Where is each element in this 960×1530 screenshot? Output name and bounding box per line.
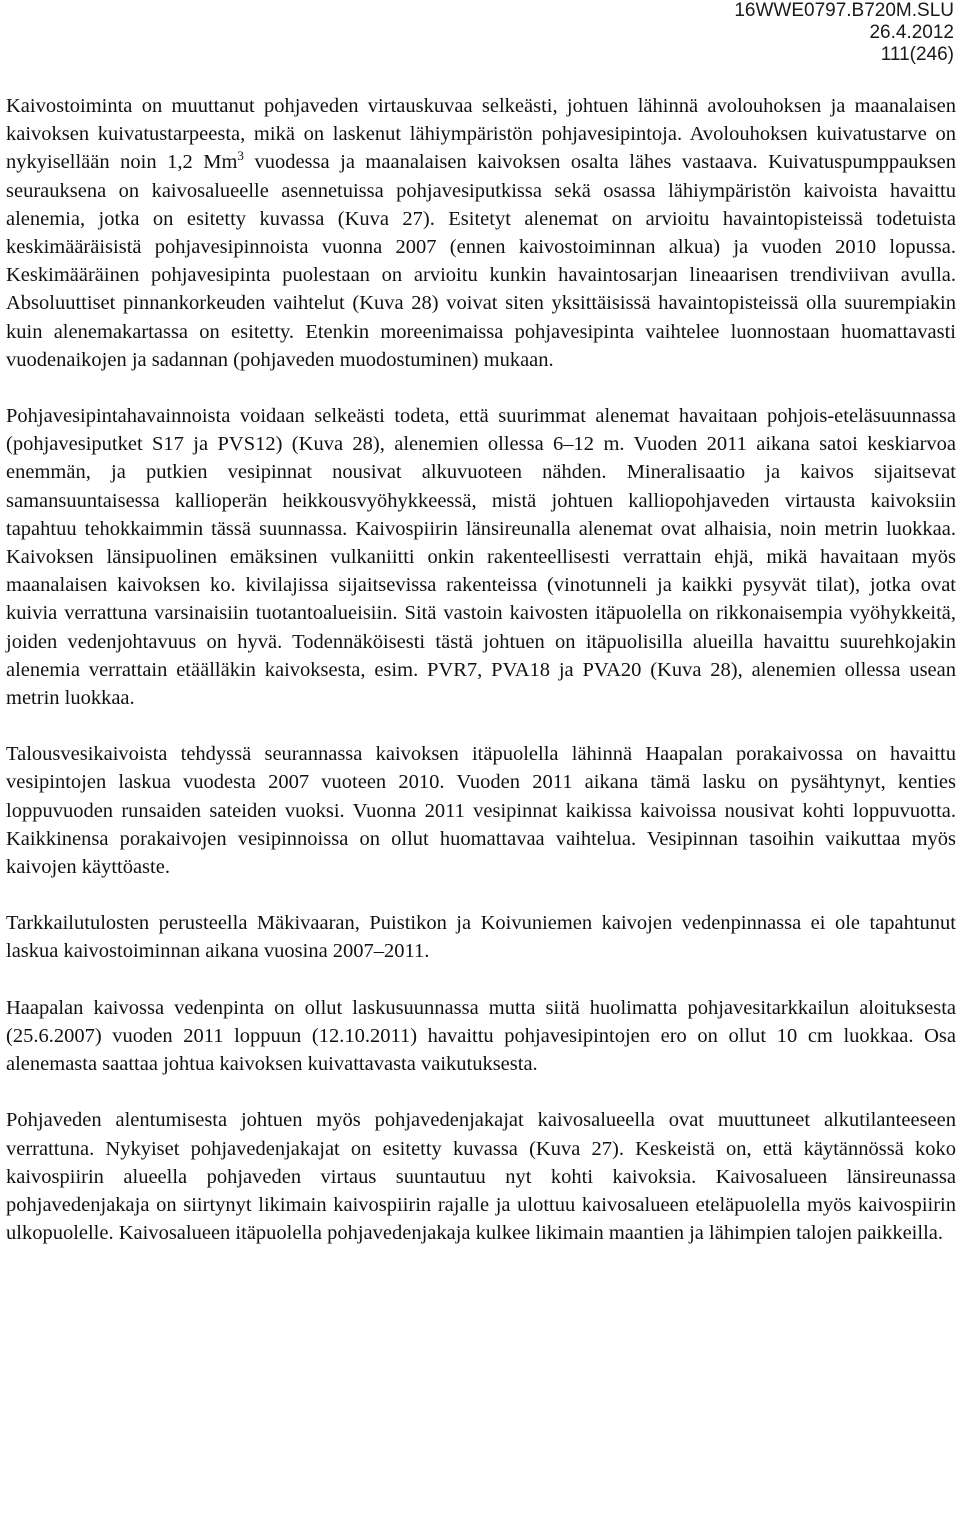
paragraph-3: Talousvesikaivoista tehdyssä seurannassa kaivoksen itäpuolella lähinnä Haapalan porakaivossa on havaittu vesipintojen laskua vuodesta 2007 vuoteen 2010. Vuoden 2011 aikana tämä lasku on pysähtynyt, kenties loppuvuoden runsaiden sateiden vuoksi. Vuonna 2011 vesipinnat kaikissa kaivoissa nousivat kohti loppuvuotta. Kaikkinensa porakaivojen vesipinnoissa on ollut huomattavaa vaihtelua. Vesipinnan tasoihin vaikuttaa myös kaivojen käyttöaste. xyxy=(6,743,956,879)
paragraph-text: Kaivostoiminta on muuttanut pohjaveden virtauskuvaa selkeästi, johtuen lähinnä avolouhoksen ja maanalaisen kaivoksen kuivatustarpeesta, mikä on laskenut lähiympäristön pohjavesipintoja. Avolouhoksen kuivatustarve on nykyisellään noin 1,2 Mm xyxy=(6,95,956,174)
paragraph-6: Pohjaveden alentumisesta johtuen myös pohjavedenjakajat kaivosalueella ovat muuttuneet alkutilanteeseen verrattuna. Nykyiset pohjavedenjakajat on esitetty kuvassa (Kuva 27). Keskeistä on, että käytännössä koko kaivospiirin alueella pohjaveden virtaus suuntautuu nyt kohti kaivoksia. Kaivosalueen länsireunassa pohjavedenjakaja on siirtynyt likimain kaivospiirin rajalle ja ulottuu kaivosalueen eteläpuolella myös kaivospiirin ulkopuolelle. Kaivosalueen itäpuolella pohjavedenjakaja kulkee likimain maantien ja lähimpien talojen paikkeilla. xyxy=(6,1109,956,1245)
paragraph-1 xyxy=(6,92,956,374)
paragraph-2: Pohjavesipintahavainnoista voidaan selkeästi todeta, että suurimmat alenemat havaitaan pohjois-eteläsuunnassa (pohjavesiputket S17 ja PVS12) (Kuva 28), alenemien ollessa 6–12 m. Vuoden 2011 aikana satoi keskiarvoa enemmän, ja putkien vesipinnat nousivat alkuvuoteen nähden. Mineralisaatio ja kaivos sijaitsevat samansuuntaisessa kallioperän heikkousvyöhykkeessä, mistä johtuen kalliopohjaveden virtausta kaivoksiin tapahtuu tehokkaimmin tässä suunnassa. Kaivospiirin länsireunalla alenemat ovat alhaisia, noin metrin luokkaa. Kaivoksen länsipuolinen emäksinen vulkaniitti onkin rakenteellisesti verrattain ehjä, mikä havaitaan myös maanalaisen kaivoksen ko. kivilajissa sijaitsevissa rakenteissa (vinotunneli ja kaikki pysyvät tilat), jotka ovat kuivia verrattuna varsinaisiin tuotantoalueisiin. Sitä vastoin kaivosten itäpuolella on rikkonaisempia vyöhykkeitä, joiden vedenjohtavuus on hyvä. Todennäköisesti tästä johtuen on itäpuolisilla alueilla havaittu suurehkojakin alenemia verrattain etäälläkin kaivoksesta, esim. PVR7, PVA18 ja PVA20 (Kuva 28), alenemien ollessa usean metrin luokkaa. xyxy=(6,405,956,710)
page-header xyxy=(734,0,954,66)
document-id: 16WWE0797.B720M.SLU xyxy=(734,0,954,21)
superscript: 3 xyxy=(237,148,244,164)
page-number: 111(246) xyxy=(880,44,954,65)
paragraph-4: Tarkkailutulosten perusteella Mäkivaaran, Puistikon ja Koivuniemen kaivojen vedenpinnassa ei ole tapahtunut laskua kaivostoiminnan aikana vuosina 2007–2011. xyxy=(6,912,956,963)
document-body xyxy=(6,92,956,1247)
document-date: 26.4.2012 xyxy=(869,22,954,43)
paragraph-5: Haapalan kaivossa vedenpinta on ollut laskusuunnassa mutta siitä huolimatta pohjavesitarkkailun aloituksesta (25.6.2007) vuoden 2011 loppuun (12.10.2011) havaittu pohjavesipintojen ero on ollut 10 cm luokkaa. Osa alenemasta saattaa johtua kaivoksen kuivattavasta vaikutuksesta. xyxy=(6,996,956,1076)
paragraph-text: vuodessa ja maanalaisen kaivoksen osalta lähes vastaava. Kuivatuspumppauksen seurauksena on kaivosalueelle asennetuissa pohjavesiputkissa sekä osassa lähiympäristön kaivoista havaittu alenemia, jotka on esitetty kuvassa (Kuva 27). Esitetyt alenemat on arvioitu havaintopisteissä todetuista keskimääräisistä pohjavesipinnoista vuonna 2007 (ennen kaivostoiminnan alkua) ja vuoden 2010 lopussa. Keskimääräinen pohjavesipinta puolestaan on arvioitu kunkin havaintosarjan lineaarisen trendiviivan avulla. Absoluuttiset pinnankorkeuden vaihtelut (Kuva 28) voivat siten yksittäisissä havaintopisteissä olla suurempiakin kuin alenemakartassa on esitetty. Etenkin moreenimaissa pohjavesipinta vaihtelee luonnostaan huomattavasti vuodenaikojen ja sadannan (pohjaveden muodostuminen) mukaan. xyxy=(6,151,956,371)
